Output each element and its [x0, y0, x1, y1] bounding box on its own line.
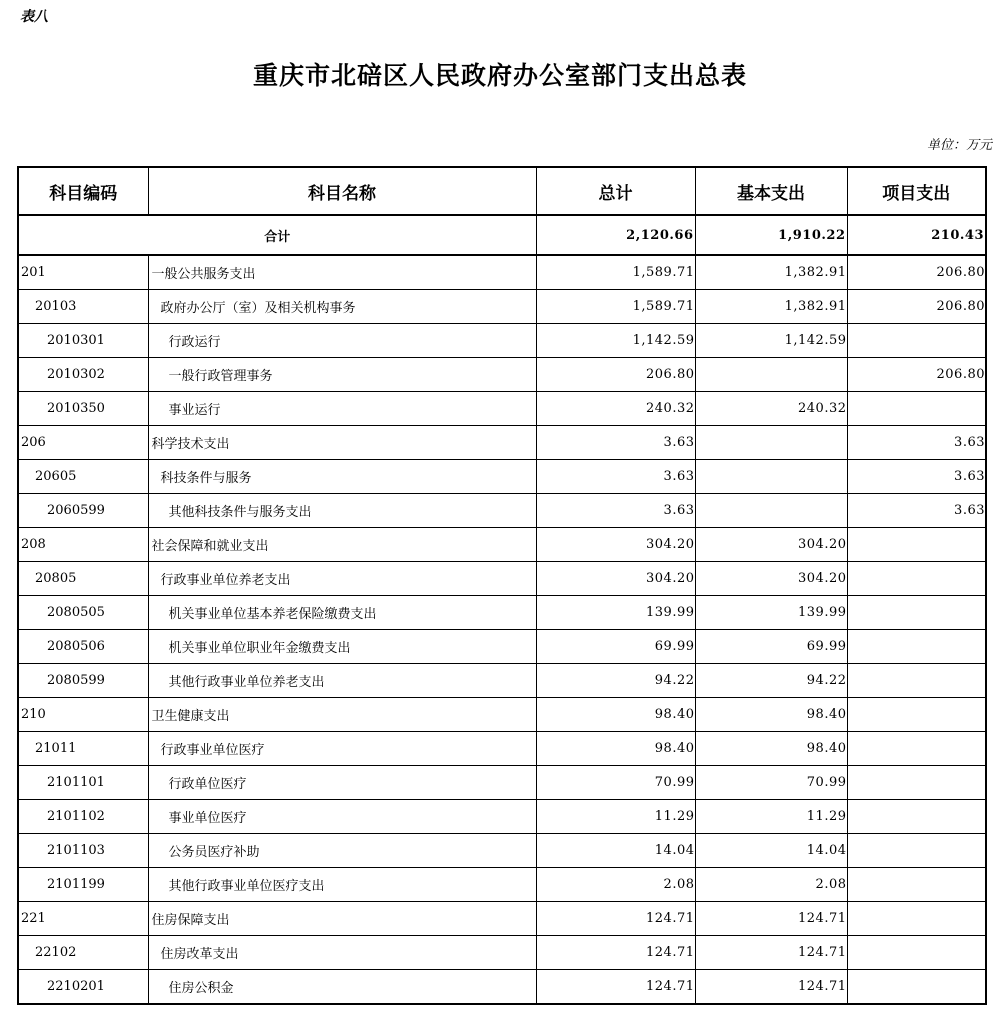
cell-subject-code: 20805	[18, 562, 148, 596]
cell-total: 124.71	[536, 936, 695, 970]
grand-total-row	[18, 215, 986, 255]
page-title: 重庆市北碚区人民政府办公室部门支出总表	[252, 62, 747, 90]
table-row	[18, 392, 986, 426]
cell-subject-name: 机关事业单位基本养老保险缴费支出	[148, 596, 536, 630]
col-header-project-expenditure: 项目支出	[847, 167, 986, 215]
table-row	[18, 766, 986, 800]
cell-total: 70.99	[536, 766, 695, 800]
cell-total: 139.99	[536, 596, 695, 630]
cell-total: 94.22	[536, 664, 695, 698]
cell-subject-name: 一般行政管理事务	[148, 358, 536, 392]
cell-basic-expenditure	[695, 494, 847, 528]
cell-basic-expenditure: 124.71	[695, 902, 847, 936]
table-number-label: 表八	[20, 10, 48, 25]
cell-project-expenditure	[847, 324, 986, 358]
cell-subject-name: 社会保障和就业支出	[148, 528, 536, 562]
cell-basic-expenditure	[695, 426, 847, 460]
table-row	[18, 936, 986, 970]
cell-total: 1,589.71	[536, 255, 695, 290]
table-row	[18, 596, 986, 630]
cell-basic-expenditure: 2.08	[695, 868, 847, 902]
cell-subject-name: 行政事业单位医疗	[148, 732, 536, 766]
grand-total-sum-cell: 2,120.66	[536, 215, 695, 255]
table-row	[18, 834, 986, 868]
col-header-basic-expenditure: 基本支出	[695, 167, 847, 215]
table-row	[18, 630, 986, 664]
cell-basic-expenditure: 304.20	[695, 528, 847, 562]
cell-total: 206.80	[536, 358, 695, 392]
table-row	[18, 562, 986, 596]
cell-basic-expenditure: 70.99	[695, 766, 847, 800]
cell-subject-code: 2101101	[18, 766, 148, 800]
cell-subject-code: 2080506	[18, 630, 148, 664]
cell-subject-name: 行政事业单位养老支出	[148, 562, 536, 596]
cell-basic-expenditure: 240.32	[695, 392, 847, 426]
cell-project-expenditure: 3.63	[847, 460, 986, 494]
cell-basic-expenditure: 139.99	[695, 596, 847, 630]
table-row	[18, 358, 986, 392]
table-row	[18, 290, 986, 324]
cell-project-expenditure	[847, 936, 986, 970]
cell-basic-expenditure: 98.40	[695, 698, 847, 732]
cell-project-expenditure: 206.80	[847, 290, 986, 324]
cell-subject-name: 科学技术支出	[148, 426, 536, 460]
cell-basic-expenditure: 14.04	[695, 834, 847, 868]
cell-subject-code: 201	[18, 255, 148, 290]
cell-subject-name: 政府办公厅（室）及相关机构事务	[148, 290, 536, 324]
cell-subject-name: 科技条件与服务	[148, 460, 536, 494]
col-header-subject-name: 科目名称	[148, 167, 536, 215]
table-row	[18, 460, 986, 494]
cell-total: 14.04	[536, 834, 695, 868]
cell-project-expenditure	[847, 834, 986, 868]
cell-subject-name: 卫生健康支出	[148, 698, 536, 732]
table-row	[18, 494, 986, 528]
cell-project-expenditure: 3.63	[847, 494, 986, 528]
table-header-row	[18, 167, 986, 215]
cell-subject-name: 事业单位医疗	[148, 800, 536, 834]
table-row	[18, 698, 986, 732]
cell-basic-expenditure	[695, 460, 847, 494]
cell-basic-expenditure: 98.40	[695, 732, 847, 766]
cell-basic-expenditure: 124.71	[695, 970, 847, 1005]
col-header-total: 总计	[536, 167, 695, 215]
cell-basic-expenditure: 304.20	[695, 562, 847, 596]
cell-subject-name: 一般公共服务支出	[148, 255, 536, 290]
cell-subject-code: 21011	[18, 732, 148, 766]
cell-project-expenditure	[847, 630, 986, 664]
cell-subject-code: 2101102	[18, 800, 148, 834]
cell-subject-name: 其他科技条件与服务支出	[148, 494, 536, 528]
cell-project-expenditure	[847, 970, 986, 1005]
table-row	[18, 255, 986, 290]
table-row	[18, 868, 986, 902]
cell-subject-name: 公务员医疗补助	[148, 834, 536, 868]
table-row	[18, 324, 986, 358]
grand-total-basic-cell: 1,910.22	[695, 215, 847, 255]
table-row	[18, 732, 986, 766]
cell-total: 304.20	[536, 562, 695, 596]
cell-project-expenditure	[847, 902, 986, 936]
table-row	[18, 426, 986, 460]
cell-project-expenditure	[847, 868, 986, 902]
cell-subject-name: 住房保障支出	[148, 902, 536, 936]
cell-subject-code: 2010302	[18, 358, 148, 392]
cell-subject-code: 2010301	[18, 324, 148, 358]
cell-subject-name: 机关事业单位职业年金缴费支出	[148, 630, 536, 664]
cell-project-expenditure	[847, 800, 986, 834]
unit-label: 单位：万元	[926, 137, 992, 152]
cell-subject-name: 行政单位医疗	[148, 766, 536, 800]
cell-total: 1,142.59	[536, 324, 695, 358]
cell-project-expenditure	[847, 766, 986, 800]
grand-total-label-cell: 合计	[18, 215, 536, 255]
cell-total: 3.63	[536, 494, 695, 528]
cell-basic-expenditure: 1,382.91	[695, 290, 847, 324]
cell-total: 304.20	[536, 528, 695, 562]
cell-basic-expenditure: 69.99	[695, 630, 847, 664]
cell-subject-code: 2101103	[18, 834, 148, 868]
table-row	[18, 800, 986, 834]
cell-total: 2.08	[536, 868, 695, 902]
cell-basic-expenditure: 1,382.91	[695, 255, 847, 290]
table-row	[18, 970, 986, 1005]
cell-subject-name: 其他行政事业单位养老支出	[148, 664, 536, 698]
cell-basic-expenditure: 1,142.59	[695, 324, 847, 358]
cell-subject-code: 22102	[18, 936, 148, 970]
cell-project-expenditure	[847, 562, 986, 596]
cell-subject-code: 208	[18, 528, 148, 562]
cell-project-expenditure: 206.80	[847, 358, 986, 392]
cell-total: 3.63	[536, 426, 695, 460]
cell-subject-code: 2210201	[18, 970, 148, 1005]
cell-total: 124.71	[536, 902, 695, 936]
cell-total: 240.32	[536, 392, 695, 426]
cell-subject-code: 2101199	[18, 868, 148, 902]
cell-project-expenditure: 206.80	[847, 255, 986, 290]
cell-basic-expenditure: 11.29	[695, 800, 847, 834]
cell-total: 98.40	[536, 732, 695, 766]
cell-subject-code: 206	[18, 426, 148, 460]
cell-project-expenditure	[847, 698, 986, 732]
cell-project-expenditure	[847, 664, 986, 698]
col-header-subject-code: 科目编码	[18, 167, 148, 215]
cell-subject-name: 其他行政事业单位医疗支出	[148, 868, 536, 902]
cell-subject-code: 2060599	[18, 494, 148, 528]
cell-total: 98.40	[536, 698, 695, 732]
cell-total: 11.29	[536, 800, 695, 834]
cell-total: 3.63	[536, 460, 695, 494]
cell-subject-code: 20605	[18, 460, 148, 494]
cell-subject-code: 20103	[18, 290, 148, 324]
cell-basic-expenditure: 124.71	[695, 936, 847, 970]
cell-subject-code: 2080599	[18, 664, 148, 698]
cell-subject-name: 住房改革支出	[148, 936, 536, 970]
cell-basic-expenditure: 94.22	[695, 664, 847, 698]
cell-subject-name: 住房公积金	[148, 970, 536, 1005]
cell-total: 124.71	[536, 970, 695, 1005]
cell-total: 1,589.71	[536, 290, 695, 324]
expenditure-table	[17, 166, 987, 1005]
table-row	[18, 664, 986, 698]
cell-project-expenditure: 3.63	[847, 426, 986, 460]
cell-subject-code: 221	[18, 902, 148, 936]
cell-subject-code: 2010350	[18, 392, 148, 426]
cell-subject-code: 2080505	[18, 596, 148, 630]
cell-project-expenditure	[847, 732, 986, 766]
cell-project-expenditure	[847, 528, 986, 562]
grand-total-project-cell: 210.43	[847, 215, 986, 255]
cell-total: 69.99	[536, 630, 695, 664]
cell-subject-name: 事业运行	[148, 392, 536, 426]
table-row	[18, 902, 986, 936]
cell-project-expenditure	[847, 392, 986, 426]
cell-basic-expenditure	[695, 358, 847, 392]
cell-subject-code: 210	[18, 698, 148, 732]
table-row	[18, 528, 986, 562]
cell-project-expenditure	[847, 596, 986, 630]
cell-subject-name: 行政运行	[148, 324, 536, 358]
